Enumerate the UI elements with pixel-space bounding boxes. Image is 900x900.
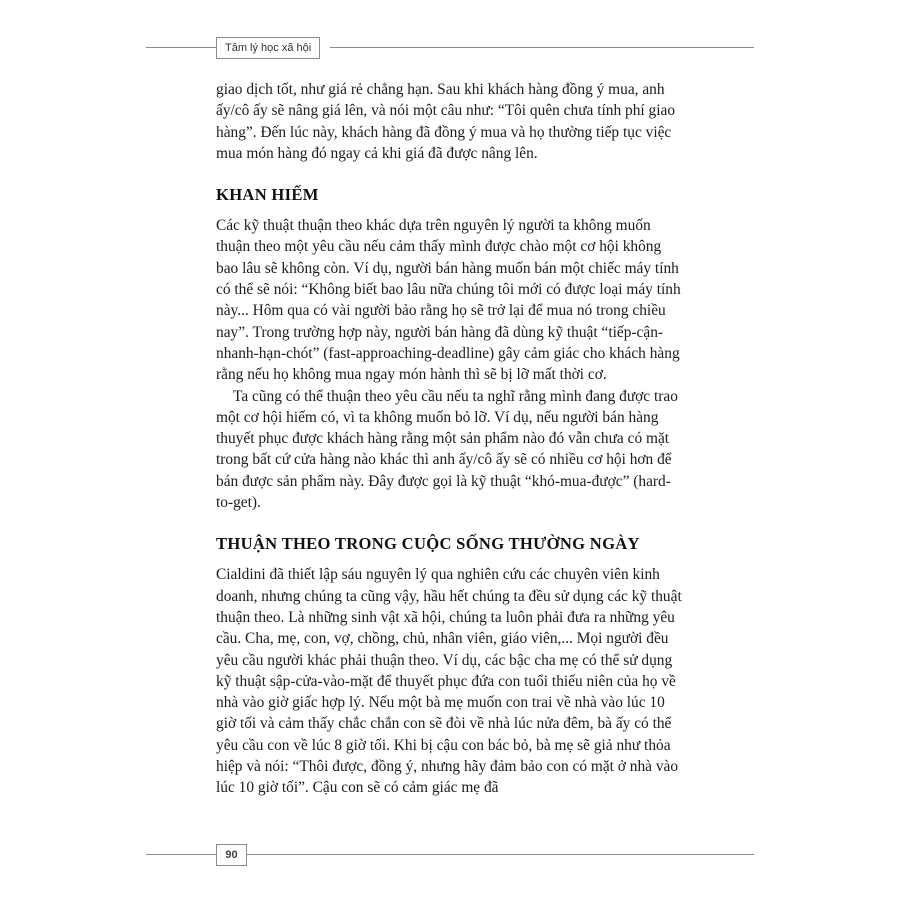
paragraph: Ta cũng có thể thuận theo yêu cầu nếu ta nghĩ rằng mình đang được trao một cơ hội hiếm có, vì ta không muốn bỏ lỡ. Ví dụ, nếu người bán hàng thuyết phục được khách hàng rằng một sản phẩm nào đó vẫn chưa có mặt trong bất cứ cửa hàng nào khác thì anh ấy/cô ấy sẽ có nhiều cơ hội hơn để bán được sản phẩm này. Đây được gọi là kỹ thuật “khó-mua-được” (hard-to-get).	[216, 387, 678, 512]
intro-paragraph: giao dịch tốt, như giá rẻ chẳng hạn. Sau khi khách hàng đồng ý mua, anh ấy/cô ấy sẽ nâng giá lên, và nói một câu như: “Tôi quên chưa tính phí giao hàng”. Đến lúc này, khách hàng đã đồng ý mua và họ thường tiếp tục việc mua món hàng đó ngay cả khi giá đã được nâng lên.	[216, 81, 676, 162]
header-rule-left	[146, 47, 216, 48]
running-title: Tâm lý học xã hội	[216, 37, 320, 59]
footer-rule-right	[247, 854, 754, 855]
page-body	[216, 79, 686, 799]
page-number: 90	[216, 844, 247, 866]
section-heading-everyday-compliance: THUẬN THEO TRONG CUỘC SỐNG THƯỜNG NGÀY	[216, 534, 640, 554]
header-rule-right	[330, 47, 754, 48]
section-heading-scarcity: KHAN HIẾM	[216, 185, 319, 205]
paragraph: Các kỹ thuật thuận theo khác dựa trên nguyên lý người ta không muốn thuận theo một yêu cầu nếu cảm thấy mình được chào một cơ hội không bao lâu sẽ không còn. Ví dụ, người bán hàng muốn bán một chiếc máy tính có thể sẽ nói: “Không biết bao lâu nữa chúng tôi mới có được loại máy tính này... Hôm qua có vài người bảo rằng họ sẽ trở lại để mua nó trong chiều nay”. Trong trường hợp này, người bán hàng đã dùng kỹ thuật “tiếp-cận-nhanh-hạn-chót” (fast-approaching-deadline) gây cảm giác cho khách hàng rằng nếu họ không mua ngay món hành thì sẽ bị lỡ mất thời cơ.	[216, 217, 681, 384]
paragraph: Cialdini đã thiết lập sáu nguyên lý qua nghiên cứu các chuyên viên kinh doanh, nhưng chúng ta cũng vậy, hầu hết chúng ta đều sử dụng các kỹ thuật thuận theo. Là những sinh vật xã hội, chúng ta luôn phải đưa ra những yêu cầu. Cha, mẹ, con, vợ, chồng, chủ, nhân viên, giáo viên,... Mọi người đều yêu cầu người khác phải thuận theo. Ví dụ, các bậc cha mẹ có thể sử dụng kỹ thuật sập-cửa-vào-mặt để thuyết phục đứa con tuổi thiếu niên của họ về nhà vào giờ giấc hợp lý. Nếu một bà mẹ muốn con trai về nhà vào lúc 10 giờ tối và cảm thấy chắc chắn con sẽ đòi về nhà lúc nửa đêm, bà ấy có thể yêu cầu con về lúc 8 giờ tối. Khi bị cậu con bác bỏ, bà mẹ sẽ giả như thỏa hiệp và nói: “Thôi được, đồng ý, nhưng hãy đảm bảo con có mặt ở nhà vào lúc 10 giờ tối”. Cậu con sẽ có cảm giác mẹ đã	[216, 566, 682, 797]
footer-rule-left	[146, 854, 216, 855]
